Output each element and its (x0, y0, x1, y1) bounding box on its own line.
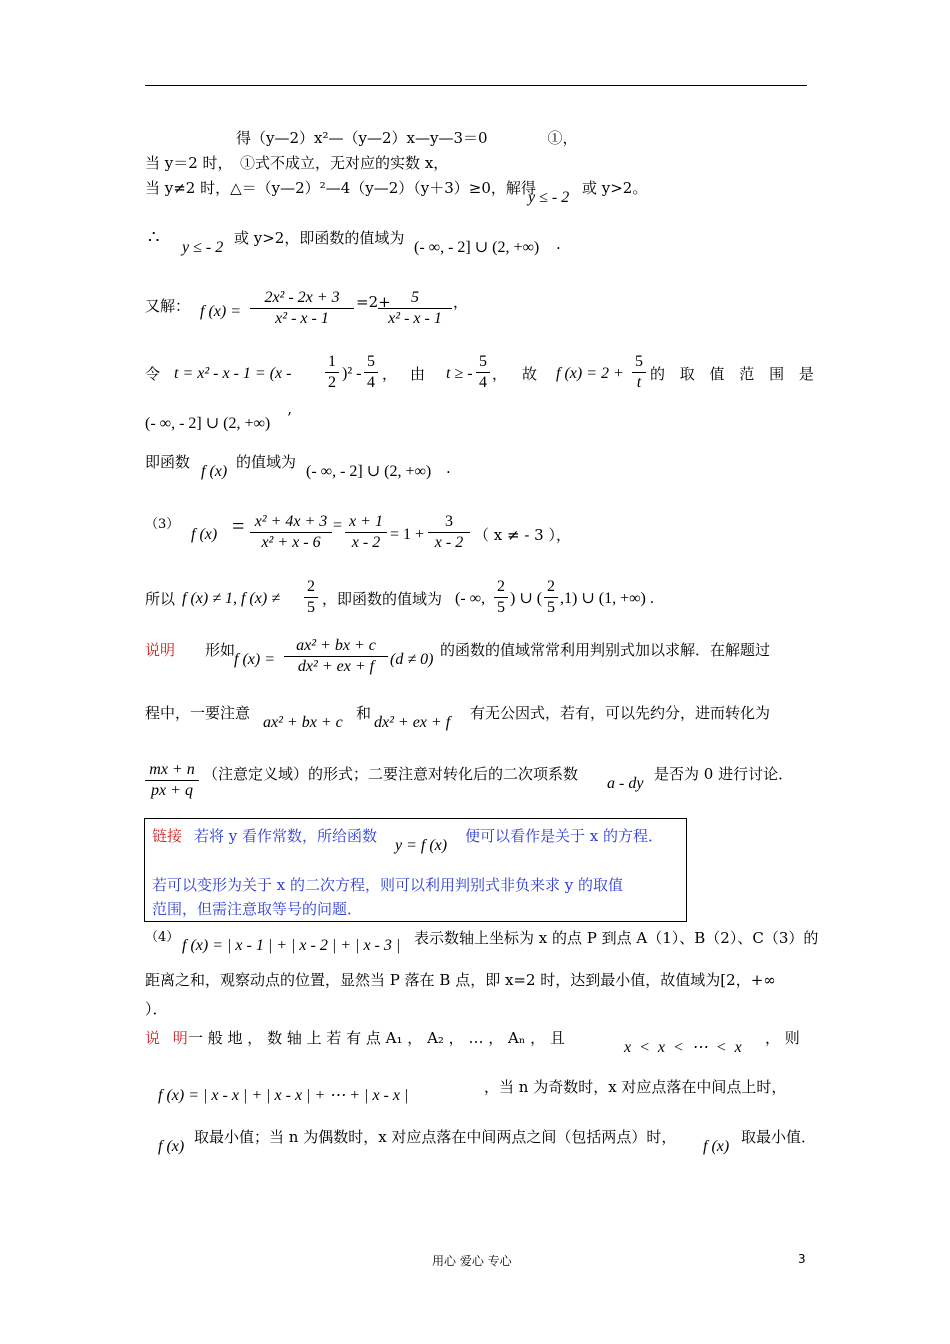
math-f-x-e: f (x) (158, 1138, 185, 1155)
fraction-5-t: 5 t (632, 352, 646, 393)
note2-general: 一 般 地 ， 数 轴 上 若 有 点 A₁ ， A₂ ， … ， Aₙ ， 且 (188, 1029, 565, 1047)
note2-text-1: 程中，一要注意 (145, 704, 251, 722)
note2-label: 说 明 (145, 1029, 192, 1047)
part-4-label: （4） (145, 930, 180, 945)
note3-text: （注意定义域）的形式；二要注意对转化后的二次项系数 (203, 765, 579, 783)
fraction-2-5-c: 2 5 (544, 577, 558, 618)
case-y-not-2: 当 y≠2 时，△＝（y—2）²—4（y—2）（y＋3）≥0，解得 (145, 179, 536, 197)
math-f-x: f (x) = (200, 303, 241, 320)
page-number: 3 (798, 1252, 806, 1266)
fraction-p3-1: x² + 4x + 3 x² + x - 6 (250, 512, 332, 553)
quote-mark: ’ (287, 409, 292, 427)
math-y-le-neg2: y ≤ - 2 (528, 189, 570, 206)
fraction-p3-2: x + 1 x - 2 (345, 512, 387, 553)
math-f-x-c: f (x) (191, 526, 218, 543)
note2-text-2: 有无公因式，若有，可以先约分，进而转化为 (470, 704, 771, 722)
note-text-2: 的函数的值域常常利用判别式加以求解．在解题过 (440, 641, 771, 659)
math-t-def: t = x² - x - 1 = (x - (174, 365, 292, 382)
let-label: 令 (145, 365, 161, 383)
fraction-mx-n: mx + n px + q (145, 760, 199, 801)
denominator: x² - x - 1 (388, 310, 442, 327)
note3-text-2: 是否为 0 进行讨论． (654, 765, 794, 783)
fraction-p3-3: 3 x - 2 (428, 512, 470, 553)
range-label-2: ，即函数的值域为 (322, 590, 443, 608)
footer-text: 用心 爱心 专心 (432, 1254, 512, 1268)
link-text-4: 范围，但需注意取等号的问题． (152, 900, 363, 918)
comma: ， (453, 293, 469, 311)
case-y-equals-2: 当 y＝2 时， ①式不成立，无对应的实数 x， (145, 154, 449, 172)
note-label: 说明 (145, 641, 176, 659)
math-f-ne: f (x) ≠ 1, f (x) ≠ (182, 590, 280, 607)
by-label: 由 (410, 365, 426, 383)
therefore-symbol: ∴ (148, 227, 160, 248)
part-4-text-2: 距离之和，观察动点的位置，显然当 P 落在 B 点，即 x=2 时，达到最小值，故值域为[2，+∞ (145, 971, 776, 989)
ie-label: 即函数 (145, 453, 191, 471)
equals-2: = (333, 517, 343, 534)
then-label: ， 则 (765, 1029, 800, 1047)
fraction-alt-1 (250, 288, 354, 329)
equation-line-1: 得（y—2）x²—（y—2）x—y—3＝0 ①， (236, 129, 578, 147)
min-label: 取最小值． (741, 1128, 817, 1146)
math-f-x-d: f (x) = (234, 651, 275, 668)
math-ax2: ax² + bx + c (263, 714, 343, 731)
math-f-x-b: f (x) (201, 463, 228, 480)
range-text: 的 取 值 范 围 是 (650, 365, 819, 383)
fraction-general: ax² + bx + c dx² + ex + f (284, 636, 388, 677)
fraction-5-4-b: 5 4 (476, 352, 490, 393)
math-y-le-neg2-b: y ≤ - 2 (182, 239, 224, 256)
fraction-half: 1 2 (325, 352, 339, 393)
denominator: x² - x - 1 (275, 310, 329, 327)
math-squared-minus: )² - (342, 365, 362, 382)
link-text-2: 便可以看作是关于 x 的方程． (465, 827, 663, 845)
math-1-plus: = 1 + (390, 526, 425, 543)
odd-case: ，当 n 为奇数时，x 对应点落在中间点上时， (484, 1078, 787, 1096)
part-4-text: 表示数轴上坐标为 x 的点 P 到点 A（1）、B（2）、C（3）的 (414, 929, 819, 947)
range-label: 的值域为 (236, 453, 297, 471)
fraction-alt-2 (378, 288, 452, 329)
so-label-2: 所以 (145, 590, 176, 608)
math-f-general-sum: f (x) = | x - x | + | x - x | + ⋯ + | x - x | (158, 1087, 409, 1104)
math-t-ge: t ≥ - (446, 365, 473, 382)
fraction-5-4: 5 4 (364, 352, 378, 393)
math-range: (- ∞, - 2] ∪ (2, +∞) (414, 239, 540, 256)
numerator: 2x² - 2x + 3 (264, 289, 340, 306)
math-abs-sum: f (x) = | x - 1 | + | x - 2 | + | x - 3 | (182, 937, 401, 954)
text-or-y-gt-2: 或 y>2。 (582, 179, 648, 197)
math-range-2: (- ∞, - 2] ∪ (2, +∞) (145, 415, 271, 432)
comma: ， (492, 365, 508, 383)
part-4-text-3: ）． (145, 1000, 168, 1018)
link-text-3: 若可以变形为关于 x 的二次方程，则可以利用判别式非负来求 y 的取值 (152, 876, 624, 894)
math-f-x-f: f (x) (703, 1138, 730, 1155)
math-f-2-plus: f (x) = 2 + (556, 365, 624, 382)
comma: ， (382, 365, 398, 383)
so-label: 故 (522, 365, 538, 383)
fraction-2-5-b: 2 5 (494, 577, 508, 618)
math-range-close: ,1) ∪ (1, +∞) . (560, 590, 654, 607)
math-x-order: x < x < ⋯ < x (624, 1039, 744, 1056)
part-3-label: （3） (145, 517, 180, 532)
period: . (556, 235, 561, 253)
math-a-dy: a - dy (607, 775, 644, 792)
alt-solution-label: 又解： (145, 297, 191, 315)
range-intro: 或 y>2，即函数的值域为 (234, 229, 405, 247)
fraction-2-5: 2 5 (304, 577, 318, 618)
link-label: 链接 (152, 827, 183, 845)
math-y-f-x: y = f (x) (395, 837, 448, 854)
equals-2-plus: =2+ (356, 293, 391, 311)
math-dx2: dx² + ex + f (374, 714, 451, 731)
link-text-1: 若将 y 看作常数，所给函数 (194, 827, 378, 845)
condition: （ x ≠ - 3 ）， (474, 526, 571, 544)
even-case: 取最小值；当 n 为偶数时，x 对应点落在中间两点之间（包括两点）时， (194, 1128, 677, 1146)
math-union: ) ∪ ( (510, 590, 543, 607)
header-rule (145, 85, 807, 86)
math-range-3: (- ∞, - 2] ∪ (2, +∞) (306, 463, 432, 480)
period: . (446, 459, 451, 477)
and-label: 和 (356, 704, 372, 722)
numerator: 5 (411, 289, 419, 306)
note-text-1: 形如 (205, 641, 236, 659)
equals: = (232, 513, 245, 538)
math-range-open: (- ∞, (455, 590, 486, 607)
math-d-ne-0: (d ≠ 0) (390, 651, 434, 668)
